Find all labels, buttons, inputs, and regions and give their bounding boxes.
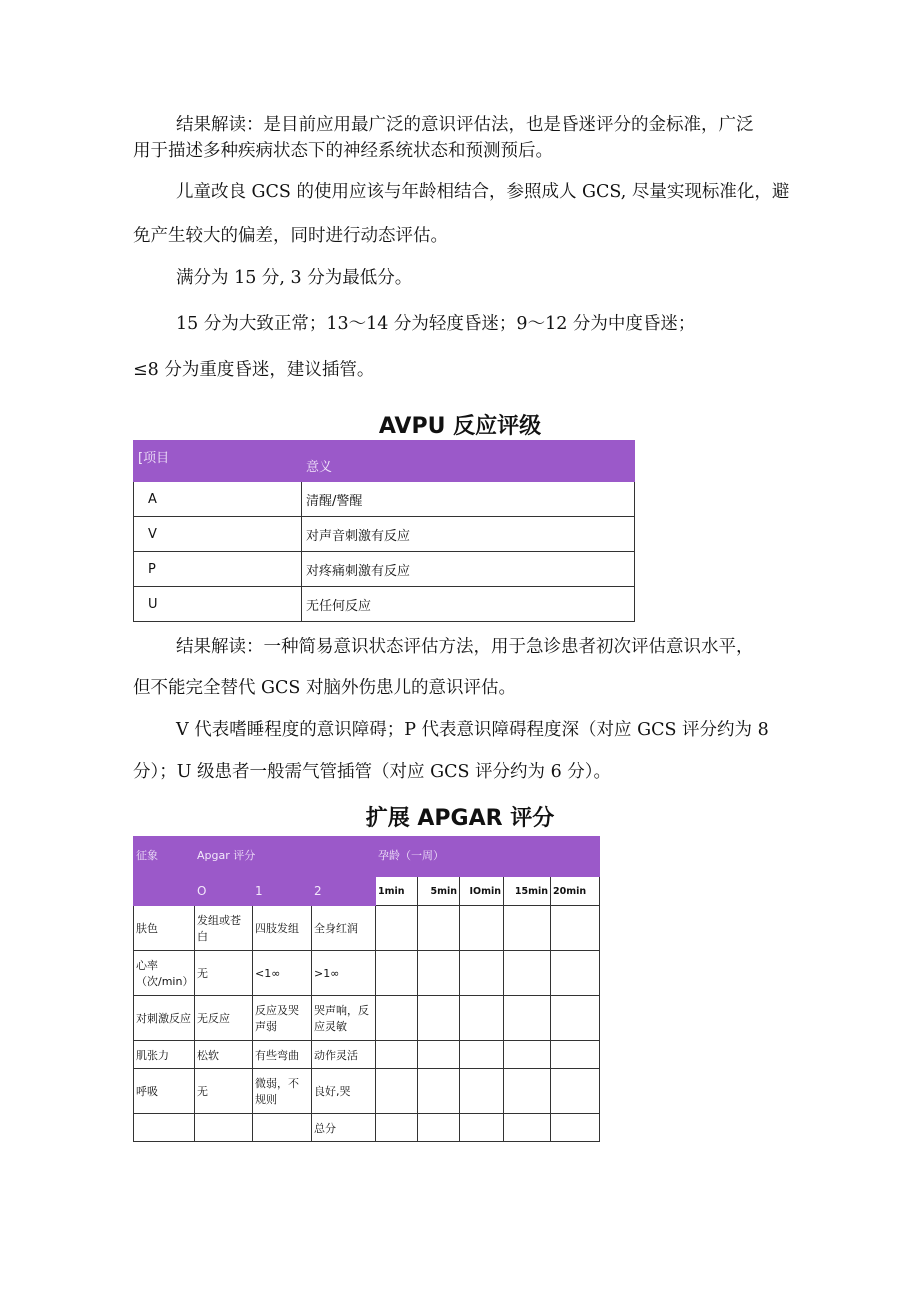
apgar-time-col: 5min — [418, 877, 460, 906]
avpu-table — [133, 440, 635, 622]
paragraph-score-levels-line1: 15 分为大致正常；13～14 分为轻度昏迷；9～12 分为中度昏迷； — [176, 314, 696, 334]
apgar-table — [133, 836, 600, 1142]
apgar-score-2: 全身红润 — [312, 906, 376, 951]
apgar-sign: 心率（次/min） — [134, 951, 195, 996]
apgar-score-1: 有些弯曲 — [253, 1041, 312, 1069]
paragraph-avpu-interpretation-line2: 但不能完全替代 GCS 对脑外伤患儿的意识评估。 — [133, 678, 516, 698]
paragraph-avpu-levels-line1: V 代表嗜睡程度的意识障碍；P 代表意识障碍程度深（对应 GCS 评分约为 8 — [176, 720, 769, 740]
apgar-score-1 — [253, 1114, 312, 1142]
apgar-time-col: 1min — [376, 877, 418, 906]
apgar-score-2: 动作灵活 — [312, 1041, 376, 1069]
apgar-score-0: 松软 — [195, 1041, 253, 1069]
table-row — [134, 517, 635, 552]
paragraph-avpu-interpretation-line1: 结果解读：一种简易意识状态评估方法，用于急诊患者初次评估意识水平， — [176, 637, 754, 657]
avpu-meaning: 对疼痛刺激有反应 — [302, 552, 635, 587]
table-row — [134, 906, 600, 951]
apgar-time-col: 15min — [504, 877, 551, 906]
avpu-header-meaning: 意义 — [302, 441, 635, 482]
paragraph-gcs-interpretation-line2: 用于描述多种疾病状态下的神经系统状态和预测预后。 — [133, 141, 553, 161]
apgar-header-sign: 征象 — [134, 837, 195, 906]
apgar-score-0: 无 — [195, 1069, 253, 1114]
table-row — [134, 482, 635, 517]
paragraph-pediatric-gcs-line2: 免产生较大的偏差，同时进行动态评估。 — [133, 226, 448, 246]
apgar-sign — [134, 1114, 195, 1142]
apgar-subheader-row — [134, 877, 600, 906]
avpu-header-item: [项目 — [134, 441, 302, 482]
apgar-header-gestation: 孕龄（一周） — [376, 837, 600, 877]
table-row — [134, 552, 635, 587]
apgar-score-2: 良好,哭 — [312, 1069, 376, 1114]
paragraph-score-range: 满分为 15 分, 3 分为最低分。 — [176, 268, 413, 288]
table-row — [134, 587, 635, 622]
avpu-level: A — [134, 482, 302, 517]
paragraph-score-levels-line2: ≤8 分为重度昏迷，建议插管。 — [133, 360, 375, 380]
apgar-time-col: 20min — [551, 877, 600, 906]
paragraph-pediatric-gcs-line1: 儿童改良 GCS 的使用应该与年龄相结合，参照成人 GCS, 尽量实现标准化，避 — [176, 182, 790, 202]
avpu-meaning: 清醒/警醒 — [302, 482, 635, 517]
apgar-score-1: 反应及哭声弱 — [253, 996, 312, 1041]
avpu-level: V — [134, 517, 302, 552]
apgar-score-0 — [195, 1114, 253, 1142]
apgar-time-col: IOmin — [460, 877, 504, 906]
table-row — [134, 1114, 600, 1142]
apgar-header-score: Apgar 评分 — [195, 837, 376, 877]
table-row — [134, 1041, 600, 1069]
apgar-score-1: 四肢发组 — [253, 906, 312, 951]
avpu-level: P — [134, 552, 302, 587]
apgar-header-row — [134, 837, 600, 877]
apgar-sign: 对刺激反应 — [134, 996, 195, 1041]
apgar-score-1: 微弱，不规则 — [253, 1069, 312, 1114]
apgar-score-col-1: 1 — [253, 877, 312, 906]
paragraph-avpu-levels-line2: 分）；U 级患者一般需气管插管（对应 GCS 评分约为 6 分）。 — [133, 762, 612, 782]
apgar-score-col-2: 2 — [312, 877, 376, 906]
apgar-score-1: <1∞ — [253, 951, 312, 996]
avpu-header-row — [134, 441, 635, 482]
apgar-sign: 肤色 — [134, 906, 195, 951]
paragraph-gcs-interpretation-line1: 结果解读：是目前应用最广泛的意识评估法，也是昏迷评分的金标准，广泛 — [176, 115, 754, 135]
apgar-score-0: 无反应 — [195, 996, 253, 1041]
apgar-sign: 呼吸 — [134, 1069, 195, 1114]
apgar-sign: 肌张力 — [134, 1041, 195, 1069]
apgar-score-2: 哭声响，反应灵敏 — [312, 996, 376, 1041]
avpu-level: U — [134, 587, 302, 622]
avpu-meaning: 无任何反应 — [302, 587, 635, 622]
apgar-score-0: 发组或苍白 — [195, 906, 253, 951]
table-row — [134, 996, 600, 1041]
apgar-title: 扩展 APGAR 评分 — [365, 806, 555, 831]
table-row — [134, 951, 600, 996]
apgar-score-col-0: O — [195, 877, 253, 906]
apgar-total-label: 总分 — [312, 1114, 376, 1142]
apgar-score-0: 无 — [195, 951, 253, 996]
avpu-title: AVPU 反应评级 — [378, 414, 542, 439]
avpu-meaning: 对声音刺激有反应 — [302, 517, 635, 552]
apgar-score-2: >1∞ — [312, 951, 376, 996]
table-row — [134, 1069, 600, 1114]
